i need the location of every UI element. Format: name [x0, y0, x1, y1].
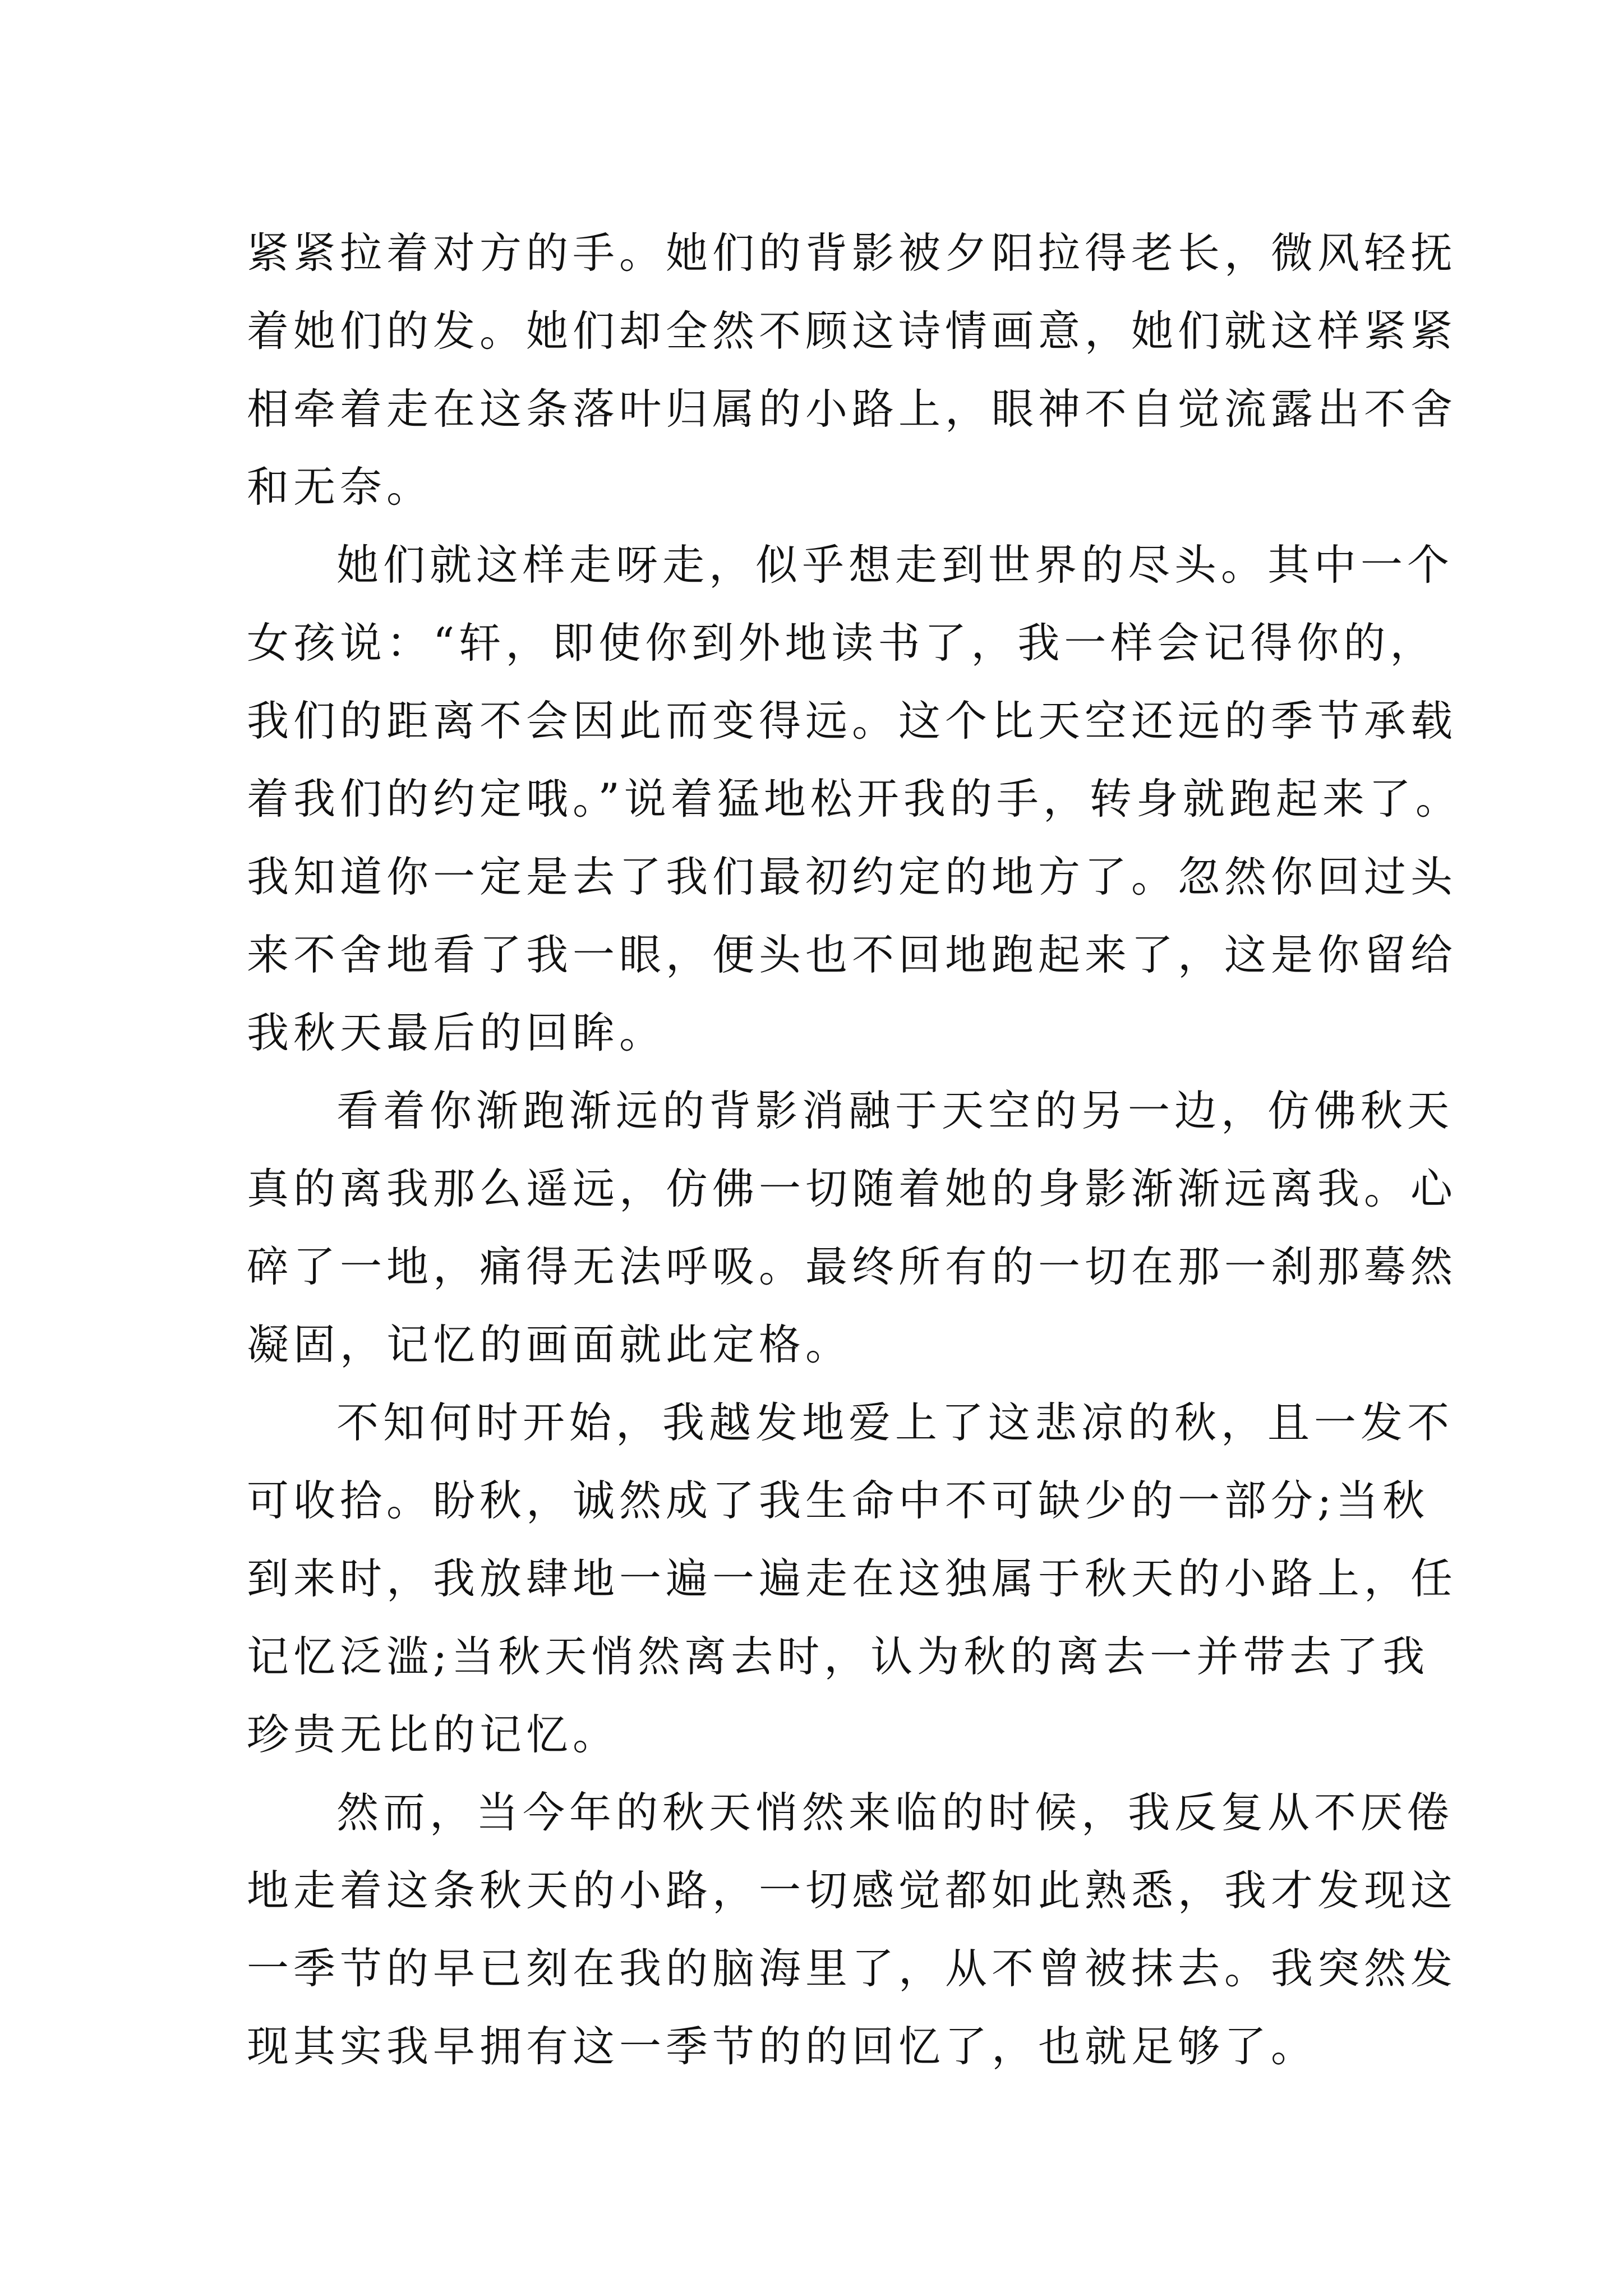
body-text	[247, 214, 1462, 2086]
text-line: 记忆泛滥;当秋天悄然离去时，认为秋的离去一并带去了我	[247, 1632, 1430, 1681]
text-line: 到来时，我放肆地一遍一遍走在这独属于秋天的小路上，任	[247, 1554, 1458, 1603]
text-line: 现其实我早拥有这一季节的的回忆了，也就足够了。	[247, 2022, 1318, 2071]
text-line: 着她们的发。她们却全然不顾这诗情画意，她们就这样紧紧	[247, 306, 1458, 356]
paragraph	[247, 1774, 1458, 2086]
text-line: 着我们的约定哦。”说着猛地松开我的手，转身就跑起来了。	[247, 774, 1462, 823]
text-line: 我秋天最后的回眸。	[247, 1008, 666, 1057]
text-line: 珍贵无比的记忆。	[247, 1710, 620, 1759]
text-line: 凝固，记忆的画面就此定格。	[247, 1320, 852, 1369]
text-line: 她们就这样走呀走，似乎想走到世界的尽头。其中一个	[336, 540, 1454, 590]
text-line: 真的离我那么遥远，仿佛一切随着她的身影渐渐远离我。心	[247, 1164, 1458, 1213]
text-line: 女孩说：“轩，即使你到外地读书了，我一样会记得你的，	[247, 618, 1437, 668]
text-line: 看着你渐跑渐远的背影消融于天空的另一边，仿佛秋天	[336, 1086, 1454, 1135]
text-line: 我知道你一定是去了我们最初约定的地方了。忽然你回过头	[247, 852, 1458, 901]
text-line: 一季节的早已刻在我的脑海里了，从不曾被抹去。我突然发	[247, 1944, 1458, 1993]
paragraph	[247, 526, 1462, 1072]
text-line: 和无奈。	[247, 462, 434, 512]
text-line: 相牵着走在这条落叶归属的小路上，眼神不自觉流露出不舍	[247, 384, 1458, 434]
text-line: 可收拾。盼秋，诚然成了我生命中不可缺少的一部分;当秋	[247, 1476, 1430, 1525]
text-line: 我们的距离不会因此而变得远。这个比天空还远的季节承载	[247, 696, 1458, 746]
text-line: 来不舍地看了我一眼，便头也不回地跑起来了，这是你留给	[247, 930, 1458, 979]
text-line: 不知何时开始，我越发地爱上了这悲凉的秋，且一发不	[336, 1398, 1454, 1447]
paragraph	[247, 1384, 1458, 1774]
paragraph	[247, 214, 1458, 526]
text-line: 然而，当今年的秋天悄然来临的时候，我反复从不厌倦	[336, 1788, 1454, 1837]
text-line: 紧紧拉着对方的手。她们的背影被夕阳拉得老长，微风轻抚	[247, 228, 1458, 278]
text-line: 地走着这条秋天的小路，一切感觉都如此熟悉，我才发现这	[247, 1866, 1458, 1915]
text-line: 碎了一地，痛得无法呼吸。最终所有的一切在那一刹那蓦然	[247, 1242, 1458, 1291]
paragraph	[247, 1072, 1458, 1384]
